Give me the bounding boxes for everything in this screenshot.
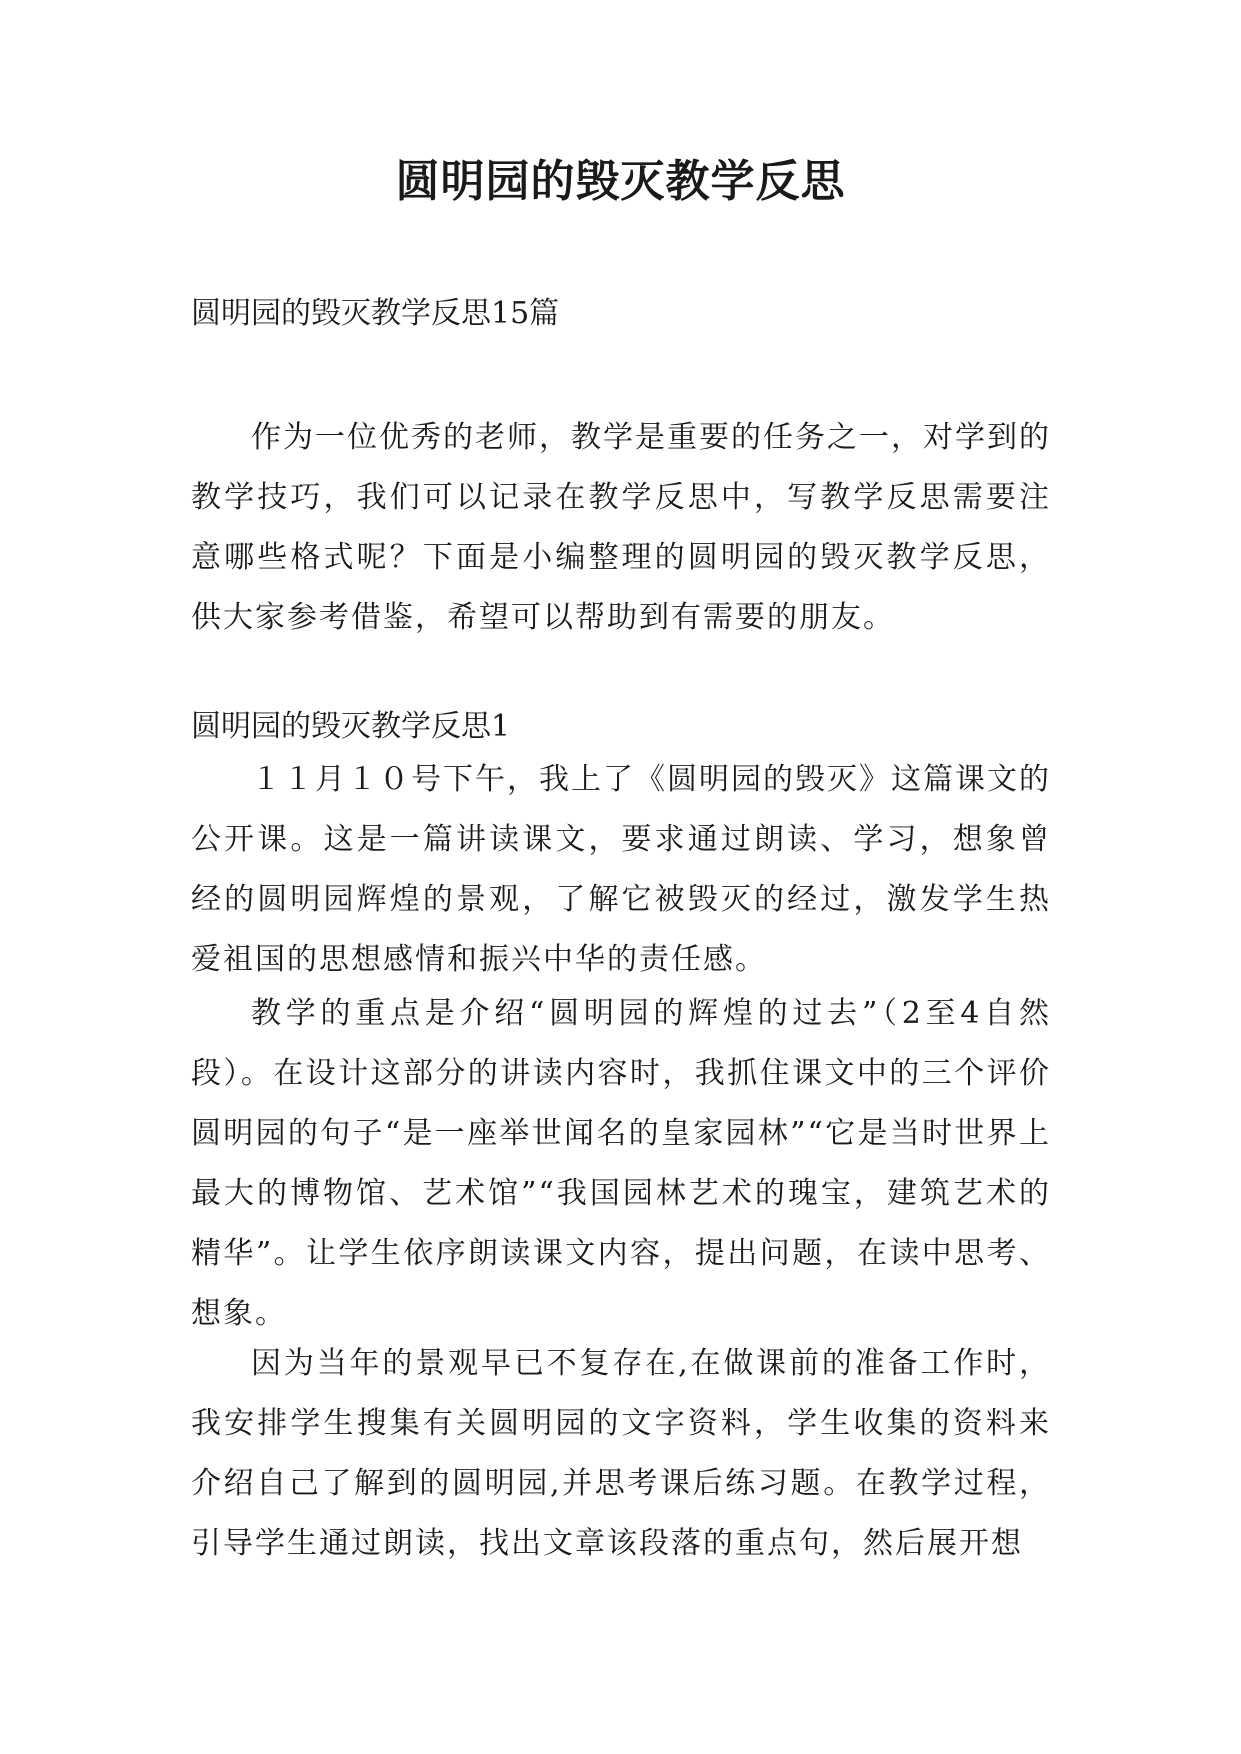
body-paragraph: 教学的重点是介绍“圆明园的辉煌的过去”（2至4自然段）。在设计这部分的讲读内容时，我抓住课文中的三个评价圆明园的句子“是一座举世闻名的皇家园林”“它是当时世界上最大的博物馆、艺术馆”“我国园林艺术的瑰宝，建筑艺术的精华”。让学生依序朗读课文内容，提出问题，在读中思考、想象。 (191, 996, 1051, 1331)
body-paragraph: １１月１０号下午，我上了《圆明园的毁灭》这篇课文的公开课。这是一篇讲读课文，要求通过朗读、学习，想象曾经的圆明园辉煌的景观，了解它被毁灭的经过，激发学生热爱祖国的思想感情和振兴中华的责任感。 (191, 762, 1051, 977)
document-title: 圆明园的毁灭教学反思 (395, 156, 846, 207)
section-heading: 圆明园的毁灭教学反思1 (191, 709, 511, 744)
body-paragraph: 因为当年的景观早已不复存在,在做课前的准备工作时，我安排学生搜集有关圆明园的文字资料，学生收集的资料来介绍自己了解到的圆明园,并思考课后练习题。在教学过程，引导学生通过朗读，找出文章该段落的重点句，然后展开想 (191, 1346, 1051, 1561)
intro-paragraph: 作为一位优秀的老师，教学是重要的任务之一，对学到的教学技巧，我们可以记录在教学反思中，写教学反思需要注意哪些格式呢？下面是小编整理的圆明园的毁灭教学反思，供大家参考借鉴，希望可以帮助到有需要的朋友。 (191, 420, 1051, 635)
document-subtitle: 圆明园的毁灭教学反思15篇 (191, 296, 560, 331)
